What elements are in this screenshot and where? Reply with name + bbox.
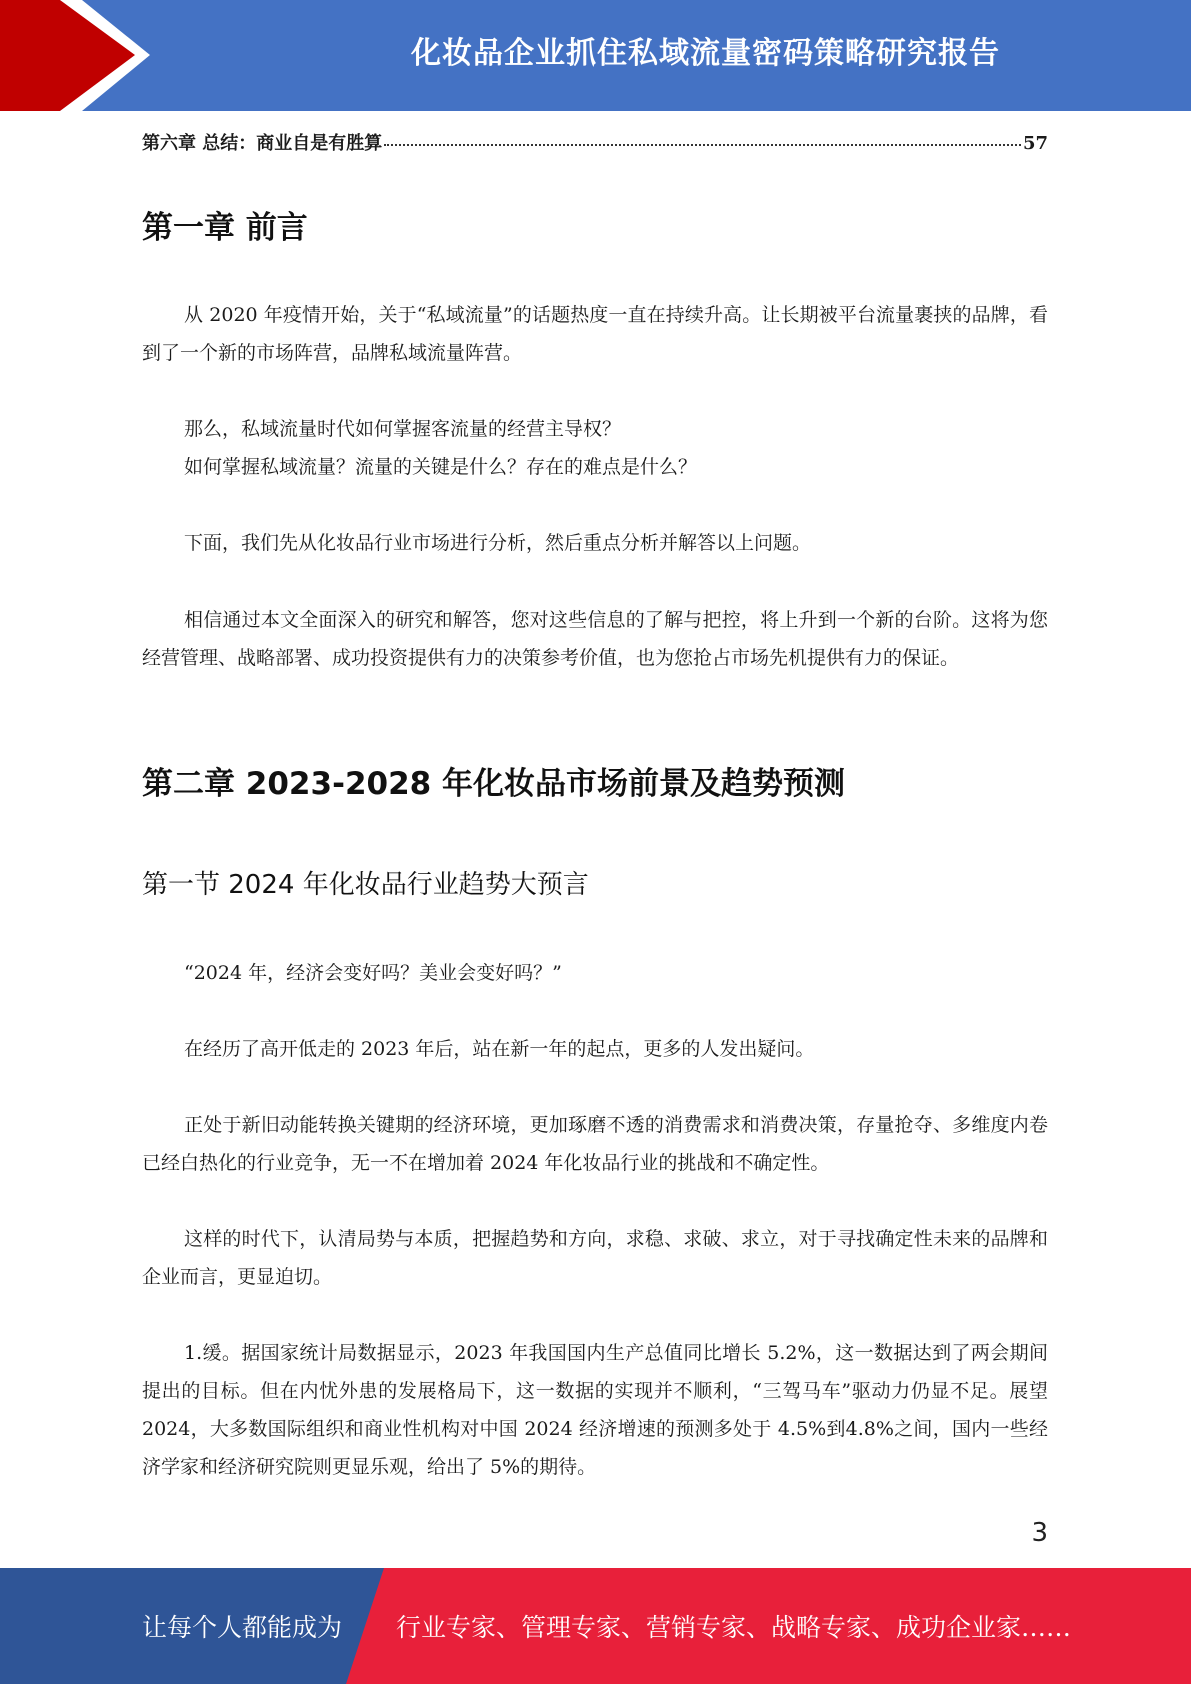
paragraph: 从 2020 年疫情开始，关于“私域流量”的话题热度一直在持续升高。让长期被平台流量裹挟的品牌，看到了一个新的市场阵营，品牌私域流量阵营。 xyxy=(142,304,1048,364)
paragraph: 1.缓。据国家统计局数据显示，2023 年我国国内生产总值同比增长 5.2%，这一数据达到了两会期间提出的目标。但在内忧外患的发展格局下，这一数据的实现并不顺利，“三驾马车”驱动力仍显不足。展望 2024，大多数国际组织和商业性机构对中国 2024 经济增速的预测多处于 4.5%到4.8%之间，国内一些经济学家和经济研究院则更显乐观，给出了 5%的期待。 xyxy=(142,1342,1048,1478)
page-number: 3 xyxy=(1031,1518,1048,1548)
paragraph: 在经历了高开低走的 2023 年后，站在新一年的起点，更多的人发出疑问。 xyxy=(184,1038,815,1060)
toc-dot-leader xyxy=(384,144,1021,146)
chapter-1-heading: 第一章 前言 xyxy=(142,210,308,246)
toc-entry-page: 57 xyxy=(1022,133,1048,154)
section-1-heading: 第一节 2024 年化妆品行业趋势大预言 xyxy=(142,870,589,900)
page-header xyxy=(0,0,1191,111)
paragraph: “2024 年，经济会变好吗？美业会变好吗？” xyxy=(184,962,562,984)
chapter-2-heading: 第二章 2023-2028 年化妆品市场前景及趋势预测 xyxy=(142,766,846,802)
paragraph: 那么，私域流量时代如何掌握客流量的经营主导权？ xyxy=(184,418,622,440)
paragraph: 如何掌握私域流量？流量的关键是什么？存在的难点是什么？ xyxy=(184,456,698,478)
paragraph: 下面，我们先从化妆品行业市场进行分析，然后重点分析并解答以上问题。 xyxy=(184,532,812,554)
paragraph: 相信通过本文全面深入的研究和解答，您对这些信息的了解与把控，将上升到一个新的台阶。这将为您经营管理、战略部署、成功投资提供有力的决策参考价值，也为您抢占市场先机提供有力的保证。 xyxy=(142,609,1048,669)
paragraph: 正处于新旧动能转换关键期的经济环境，更加琢磨不透的消费需求和消费决策，存量抢夺、多维度内卷已经白热化的行业竞争，无一不在增加着 2024 年化妆品行业的挑战和不确定性。 xyxy=(142,1114,1048,1174)
paragraph: 这样的时代下，认清局势与本质，把握趋势和方向，求稳、求破、求立，对于寻找确定性未来的品牌和企业而言，更显迫切。 xyxy=(142,1228,1048,1288)
report-title: 化妆品企业抓住私域流量密码策略研究报告 xyxy=(411,36,1000,71)
page-footer xyxy=(0,1568,1191,1684)
toc-entry-label: 第六章 总结：商业自是有胜算 xyxy=(142,133,383,154)
toc-entry[interactable] xyxy=(142,129,1048,155)
footer-slogan-right: 行业专家、管理专家、营销专家、战略专家、成功企业家…… xyxy=(396,1613,1072,1642)
footer-slogan-left: 让每个人都能成为 xyxy=(142,1613,343,1642)
